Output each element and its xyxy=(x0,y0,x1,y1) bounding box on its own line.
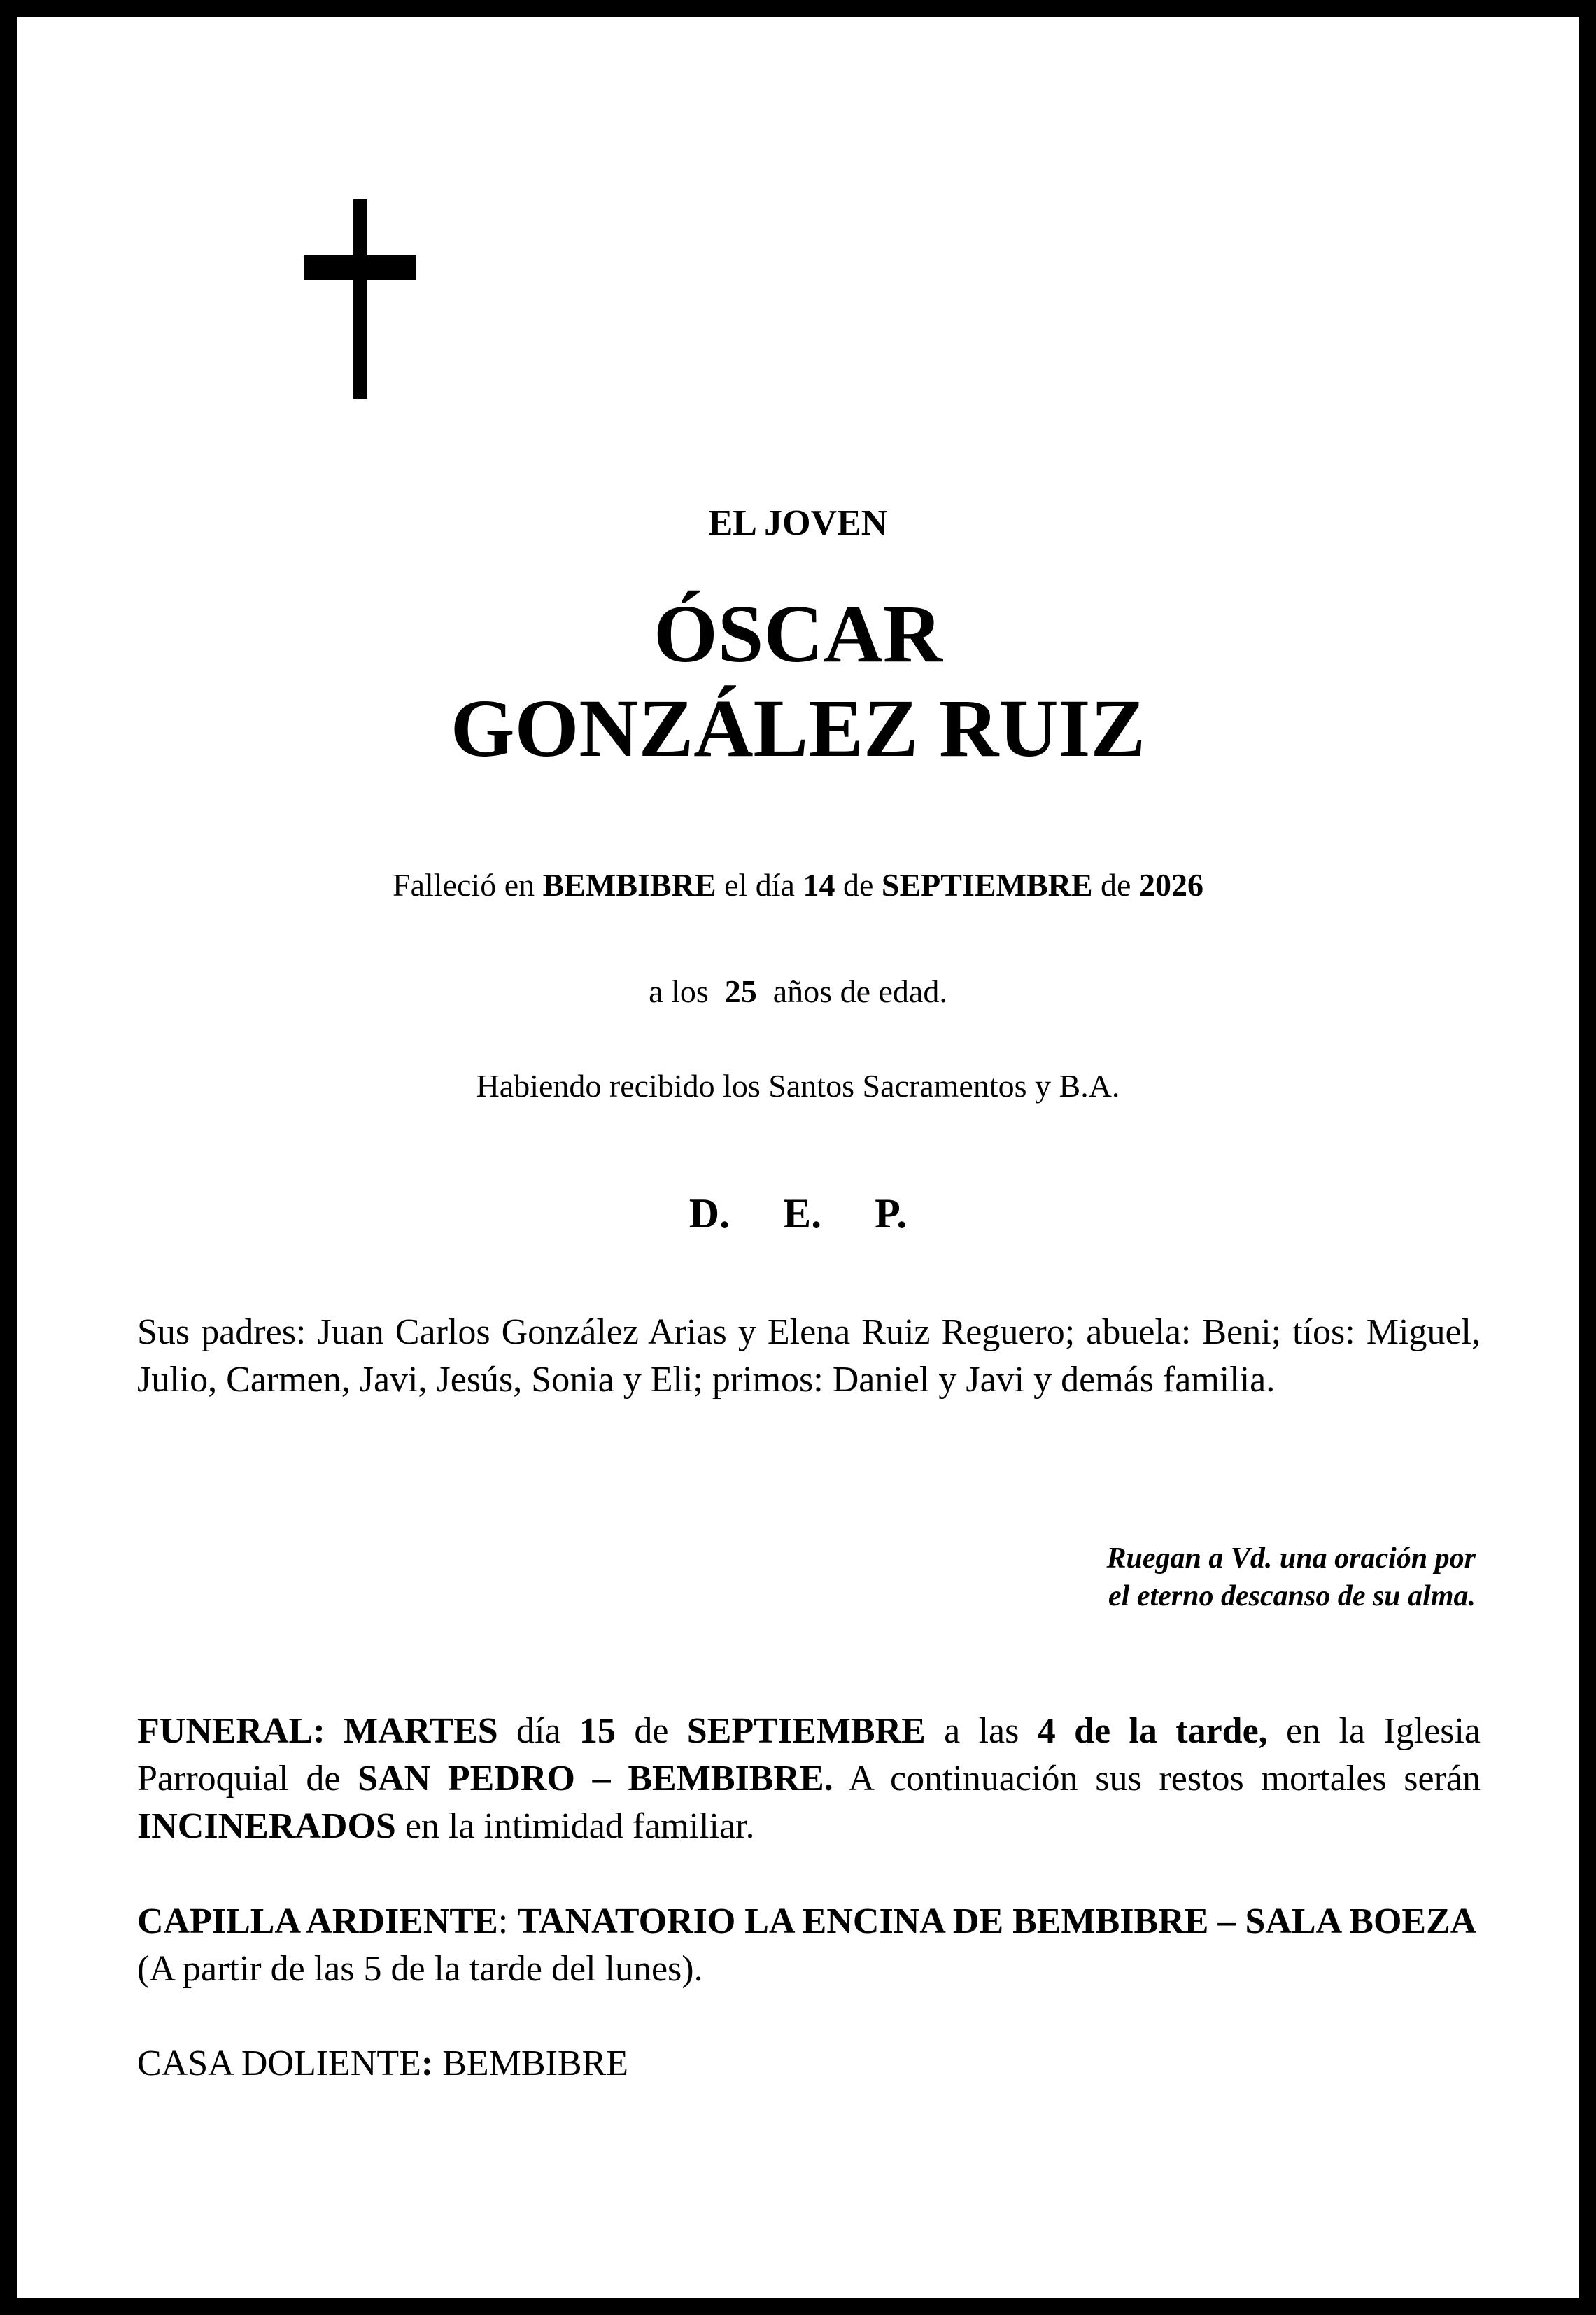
death-month: SEPTIEMBRE xyxy=(881,867,1093,903)
cross-icon xyxy=(301,199,420,399)
age-line: a los 25 años de edad. xyxy=(649,973,947,1009)
age-years: 25 xyxy=(724,973,757,1009)
intro-label: EL JOVEN xyxy=(708,503,888,543)
dep-letter: D. xyxy=(688,1190,730,1237)
funeral-paragraph: FUNERAL: MARTES día 15 de SEPTIEMBRE a las 4 de la tarde, en la Iglesia Parroquial de SAN PEDRO – BEMBIBRE. A continuación sus restos mortales serán INCINERADOS en la intimidad familiar. xyxy=(137,1711,1481,1846)
death-place: BEMBIBRE xyxy=(542,867,716,903)
casa-place: BEMBIBRE xyxy=(433,2043,629,2083)
deceased-surnames: GONZÁLEZ RUIZ xyxy=(450,682,1146,774)
funeral-label: FUNERAL: MARTES xyxy=(137,1711,498,1751)
family-paragraph: Sus padres: Juan Carlos González Arias y Elena Ruiz Reguero; abuela: Beni; tíos: Miguel, Julio, Carmen, Javi, Jesús, Sonia y Eli; primos: Daniel y Javi y demás familia. xyxy=(137,1312,1481,1400)
church-name: SAN PEDRO – BEMBIBRE. xyxy=(358,1759,833,1799)
death-day: 14 xyxy=(803,867,835,903)
deceased-first-name: ÓSCAR xyxy=(653,588,943,680)
death-year: 2026 xyxy=(1138,867,1203,903)
dep-letter: E. xyxy=(783,1190,822,1237)
prayer-request: Ruegan a Vd. una oración por el eterno descanso de su alma. xyxy=(1106,1542,1476,1612)
casa-doliente-line: CASA DOLIENTE: BEMBIBRE xyxy=(137,2043,629,2083)
capilla-label: CAPILLA ARDIENTE xyxy=(137,1901,498,1941)
dep-letter: P. xyxy=(875,1190,908,1237)
sacraments-line: Habiendo recibido los Santos Sacramentos y B.A. xyxy=(476,1068,1120,1104)
capilla-place: TANATORIO LA ENCINA DE BEMBIBRE – SALA BOEZA xyxy=(517,1901,1477,1941)
capilla-paragraph: CAPILLA ARDIENTE: TANATORIO LA ENCINA DE BEMBIBRE – SALA BOEZA (A partir de las 5 de la tarde del lunes). xyxy=(137,1901,1477,1989)
dep-line xyxy=(0,1190,1596,1238)
casa-label: CASA DOLIENTE xyxy=(137,2043,421,2083)
death-line: Falleció en BEMBIBRE el día 14 de SEPTIEMBRE de 2026 xyxy=(393,867,1203,903)
